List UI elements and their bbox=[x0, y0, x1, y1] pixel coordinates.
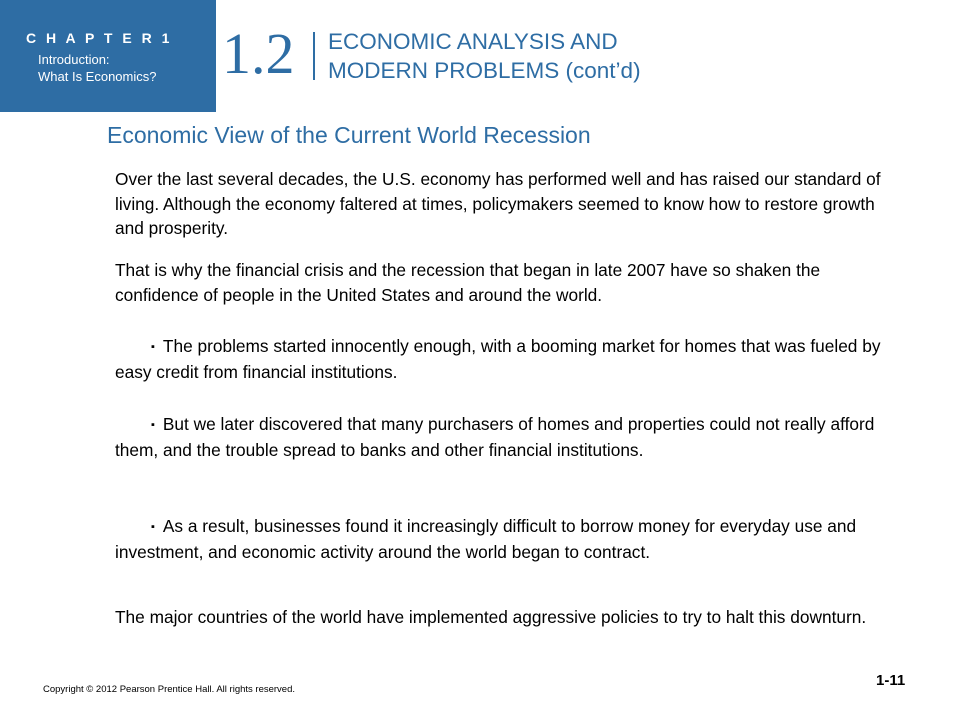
intro-paragraph: Over the last several decades, the U.S. economy has performed well and has raised our standard of living. Although the economy faltered at times, policymakers seemed to know how to restore growth and prosperity. bbox=[115, 169, 881, 238]
bullet-marker: ▪ bbox=[151, 341, 155, 353]
crisis-paragraph: That is why the financial crisis and the recession that began in late 2007 have so shaken the confidence of people in the United States and around the world. bbox=[115, 260, 821, 305]
section-title bbox=[328, 27, 641, 85]
bullet-text: But we later discovered that many purchasers of homes and properties could not really afford them, and the trouble spread to banks and other financial institutions. bbox=[115, 414, 875, 460]
slide-heading: Economic View of the Current World Recession bbox=[107, 122, 591, 148]
bullet-item-3 bbox=[115, 514, 885, 564]
bullet-marker: ▪ bbox=[151, 419, 155, 431]
bullet-item-2 bbox=[115, 412, 885, 462]
chapter-subtitle bbox=[38, 51, 157, 85]
bullet-text: As a result, businesses found it increasingly difficult to borrow money for everyday use and investment, and economic activity around the world began to contract. bbox=[115, 516, 857, 562]
bullet-text: The problems started innocently enough, with a booming market for homes that was fueled by easy credit from financial institutions. bbox=[115, 336, 881, 382]
bullet-marker: ▪ bbox=[151, 521, 155, 533]
section-divider bbox=[313, 32, 315, 80]
closing-paragraph: The major countries of the world have implemented aggressive policies to try to halt this downturn. bbox=[115, 607, 867, 627]
chapter-label: C H A P T E R 1 bbox=[26, 30, 173, 46]
page-number: 1-11 bbox=[876, 672, 906, 689]
section-title-line1: ECONOMIC ANALYSIS AND bbox=[328, 29, 618, 54]
bullet-item-1 bbox=[115, 334, 885, 384]
section-title-line2: MODERN PROBLEMS (cont’d) bbox=[328, 58, 641, 83]
section-number: 1.2 bbox=[222, 21, 295, 86]
copyright-notice: Copyright © 2012 Pearson Prentice Hall. All rights reserved. bbox=[43, 684, 296, 695]
chapter-subtitle-line2: What Is Economics? bbox=[38, 69, 157, 84]
chapter-box bbox=[0, 0, 216, 112]
chapter-subtitle-line1: Introduction: bbox=[38, 52, 110, 67]
